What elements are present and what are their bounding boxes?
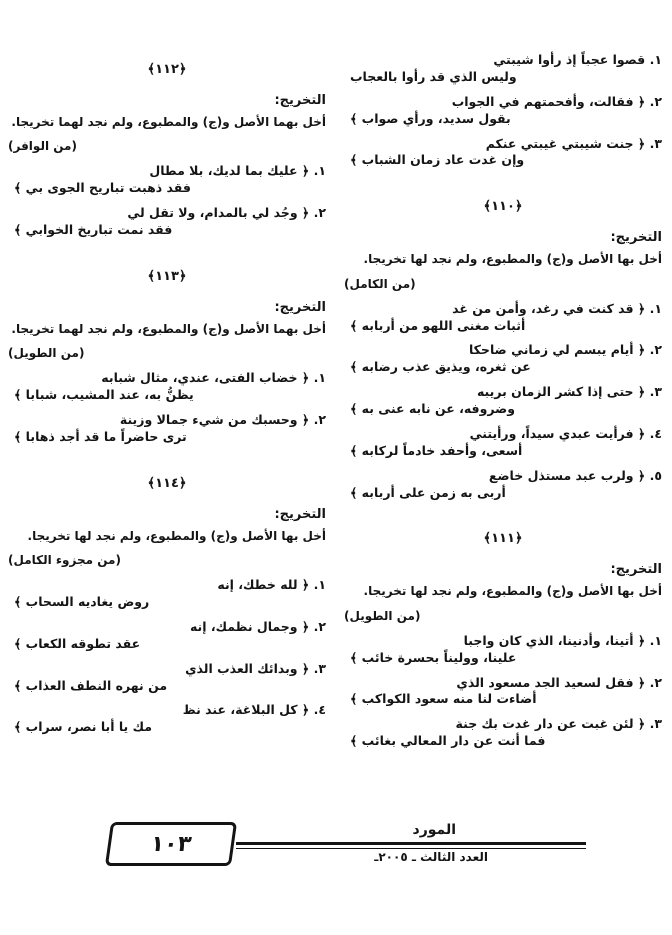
takhrij-label: التخريج: <box>274 93 326 108</box>
poem-block <box>8 269 326 446</box>
poem-block <box>8 476 326 736</box>
hemistich-first: ١. ﴿ أتينا، وأدنينا، الذي كان واجبا <box>463 632 662 648</box>
verse <box>8 577 326 611</box>
takhrij-label: التخريج: <box>610 230 662 246</box>
verse <box>8 205 326 239</box>
takhrij-text: أخل بهما الأصل و(ج) والمطبوع، ولم نجد لهما تخريجا. <box>11 321 326 336</box>
takhrij-label: التخريج: <box>274 506 326 522</box>
poem-number: ﴿١١٠﴾ <box>483 199 523 215</box>
magazine-title: المورد <box>412 822 456 838</box>
hemistich-first: ١. ﴿ لله خطك، إنه <box>217 577 326 593</box>
hemistich-second: وإن غدت عاد زمان الشباب ﴾ <box>350 152 525 168</box>
takhrij-text: أخل بها الأصل و(ج) والمطبوع، ولم نجد لها تخريجا. <box>363 252 662 267</box>
verse <box>8 619 326 653</box>
hemistich-second: يظنُّ به، عند المشيب، شبابا ﴾ <box>14 387 194 403</box>
hemistich-first: ٢. ﴿ فقالت، وأفحمتهم في الجواب <box>451 93 662 109</box>
hemistich-second: ترى حاضراً ما قد أجد ذهابا ﴾ <box>14 428 187 444</box>
poem-number: ﴿١١١﴾ <box>483 531 523 547</box>
hemistich-second: فقد ذهبت تباريح الجوى بي ﴾ <box>14 180 191 196</box>
hemistich-second: أثبات مغنى اللهو من أربابه ﴾ <box>350 317 526 333</box>
hemistich-second: علينا، ووليناً بحسرة خائب ﴾ <box>350 649 517 665</box>
hemistich-first: ٤. ﴿ فرأيت عبدي سيداً، ورأيتني <box>469 425 662 441</box>
verse <box>344 716 662 750</box>
verse <box>8 370 326 404</box>
verse <box>344 52 662 86</box>
hemistich-first: ٣. ﴿ لئن غبت عن دار غدت بك جنة <box>455 716 662 732</box>
hemistich-second: بقول سديد، ورأي صواب ﴾ <box>350 110 511 126</box>
hemistich-first: ٢. ﴿ وحسبك من شيء جمالا وزينة <box>119 412 326 428</box>
verse <box>8 661 326 695</box>
hemistich-second: فما أنت عن دار المعالي بغائب ﴾ <box>350 733 546 749</box>
hemistich-second: من نهره النطف العذاب ﴾ <box>14 677 168 693</box>
hemistich-first: ١. ﴿ خضاب الفتى، عندي، مثال شبابه <box>101 370 326 386</box>
hemistich-second: مك يا أبا نصر، سراب ﴾ <box>14 719 152 735</box>
takhrij-label: التخريج: <box>274 299 326 315</box>
hemistich-first: ٣. ﴿ وبدائك العذب الذي <box>185 660 326 676</box>
hemistich-second: عن ثغره، ويذيق عذب رضابه ﴾ <box>350 359 531 375</box>
meter-label: (من الوافر) <box>8 139 77 154</box>
verse <box>8 412 326 446</box>
verse <box>344 426 662 460</box>
hemistich-second: أسعى، وأحفد خادماً لركابه ﴾ <box>350 442 523 458</box>
verse <box>344 342 662 376</box>
meter-label: (من الطويل) <box>344 608 421 623</box>
footer-rule-thin <box>236 848 586 849</box>
verse <box>344 633 662 667</box>
hemistich-first: ١. ﴿ قد كنت في رغد، وأمن من غد <box>452 300 662 316</box>
page-footer <box>86 812 586 882</box>
poem-number: ﴿١١٣﴾ <box>147 268 187 284</box>
verse <box>344 675 662 709</box>
hemistich-first: ٢. ﴿ وجمال نظمك، إنه <box>189 618 326 634</box>
takhrij-label: التخريج: <box>610 562 662 578</box>
right-column <box>344 52 662 758</box>
hemistich-second: أربى به زمن على أربابه ﴾ <box>350 484 506 500</box>
verse <box>8 702 326 736</box>
verse <box>344 468 662 502</box>
hemistich-first: ٣. ﴿ جنت شيبتي غيبتي عنكم <box>485 135 662 151</box>
hemistich-first: ٢. ﴿ وجُد لي بالمدام، ولا تقل لي <box>127 205 326 221</box>
poem-block <box>344 52 662 169</box>
hemistich-second: فقد نمت تباريخ الخوابي ﴾ <box>14 222 173 238</box>
footer-rule <box>236 842 586 845</box>
hemistich-first: ١. قصوا عجباً إذ رأوا شيبتي <box>493 52 662 67</box>
verse <box>344 384 662 418</box>
poem-block <box>344 199 662 501</box>
hemistich-second: وليس الذي قد رأوا بالعجاب <box>350 68 517 84</box>
hemistich-first: ٢. ﴿ أيام يبسم لي زماني ضاحكا <box>468 342 662 358</box>
poem-number: ﴿١١٤﴾ <box>147 475 187 491</box>
verse <box>344 94 662 128</box>
verse <box>344 136 662 170</box>
hemistich-first: ٢. ﴿ فقل لسعيد الجد مسعود الذي <box>456 674 662 690</box>
hemistich-first: ٤. ﴿ كل البلاغة، عند نظ <box>182 702 326 718</box>
poem-number: ﴿١١٢﴾ <box>147 62 187 77</box>
hemistich-second: روض يغاديه السحاب ﴾ <box>14 594 150 610</box>
takhrij-text: أخل بها الأصل و(ج) والمطبوع، ولم نجد لها تخريجا. <box>363 584 662 599</box>
verse <box>344 301 662 335</box>
meter-label: (من مجزوء الكامل) <box>8 553 121 568</box>
page-number: ١٠٣ <box>105 822 237 866</box>
takhrij-text: أخل بهما الأصل و(ج) والمطبوع، ولم نجد لهما تخريجا. <box>11 115 326 129</box>
meter-label: (من الطويل) <box>8 346 85 361</box>
hemistich-first: ٥. ﴿ ولرب عبد مستذل خاضع <box>488 467 662 483</box>
hemistich-first: ٣. ﴿ حتى إذا كشر الزمان بريبه <box>476 384 662 400</box>
hemistich-second: عقد تطوقه الكعاب ﴾ <box>14 635 141 651</box>
hemistich-second: وضروفه، عن نابه عنى به ﴾ <box>350 401 516 417</box>
takhrij-text: أخل بها الأصل و(ج) والمطبوع، ولم نجد لها تخريجا. <box>27 528 326 543</box>
hemistich-second: أضاءت لنا منه سعود الكواكب ﴾ <box>350 691 537 707</box>
verse <box>8 163 326 197</box>
meter-label: (من الكامل) <box>344 276 416 291</box>
issue-label: العدد الثالث ـ ٢٠٠٥ـ <box>374 850 488 864</box>
poem-block <box>8 62 326 239</box>
poem-block <box>344 531 662 750</box>
left-column <box>8 58 326 744</box>
hemistich-first: ١. ﴿ عليك بما لديك، بلا مطال <box>149 163 326 179</box>
